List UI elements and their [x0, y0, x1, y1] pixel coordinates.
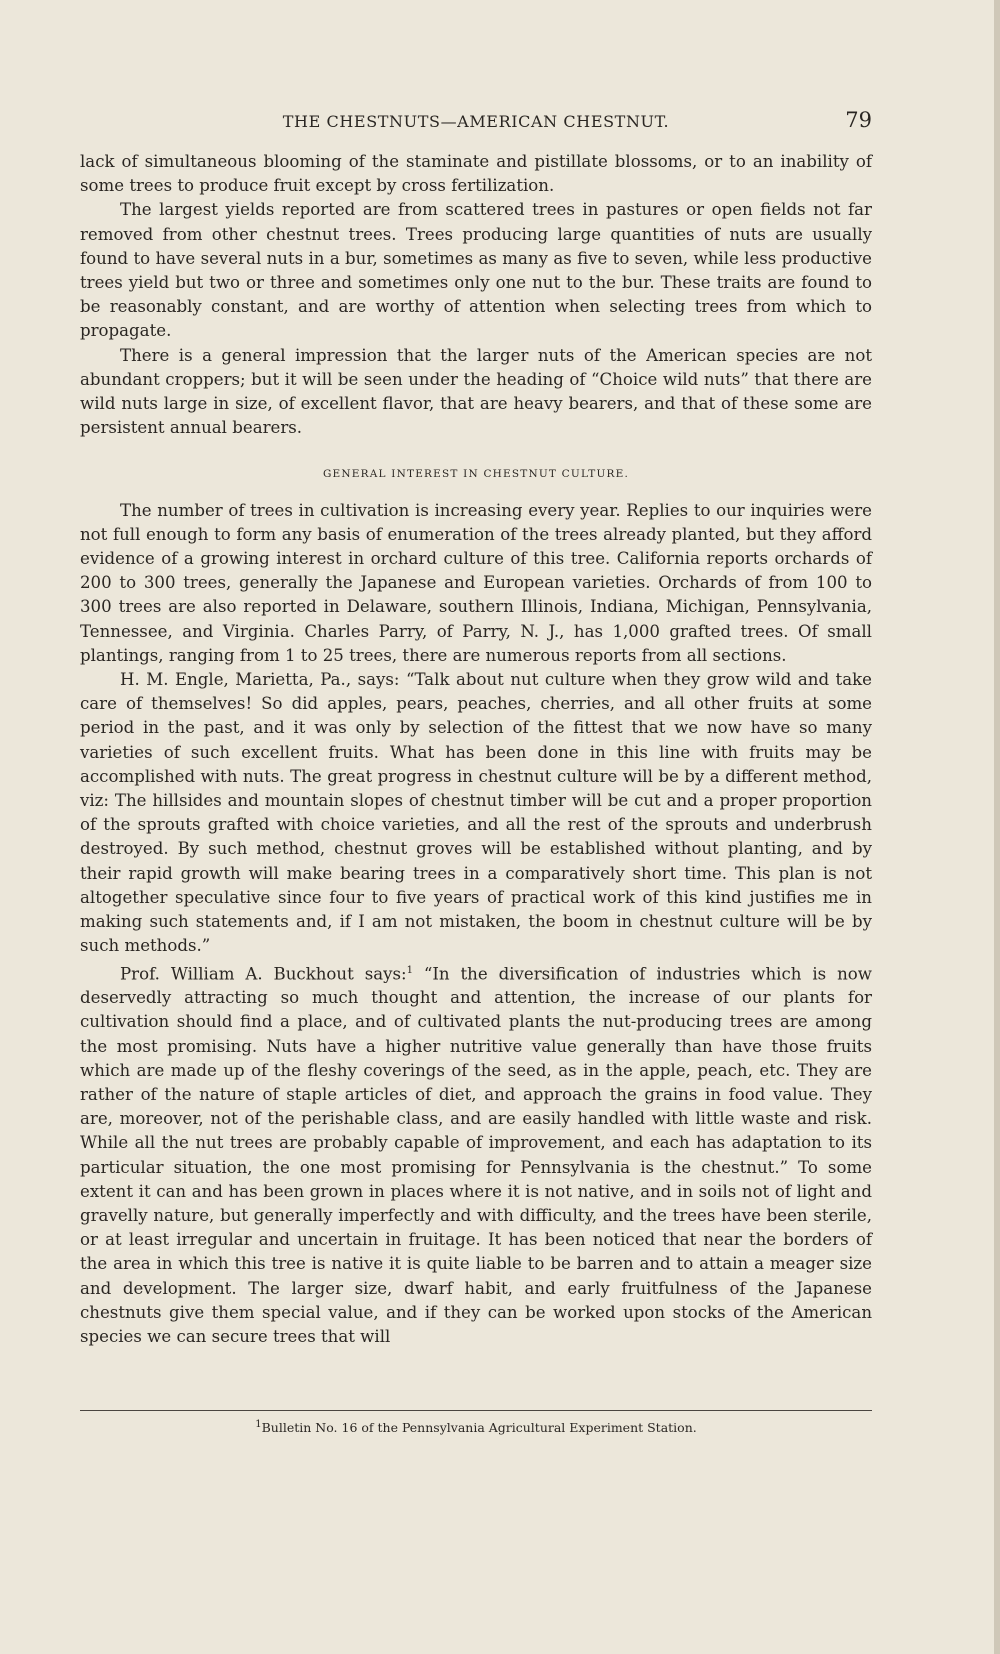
paragraph-continued: lack of simultaneous blooming of the staminate and pistillate blossoms, or to an inability of some trees to produce fruit except by cross fertilization.	[80, 152, 872, 196]
page-edge	[994, 0, 1000, 1654]
footnote-divider	[80, 1410, 872, 1411]
page-body	[80, 150, 872, 1349]
paragraph-engle-quote: H. M. Engle, Marietta, Pa., says: “Talk about nut culture when they grow wild and take care of themselves! So did apples, pears, peaches, cherries, and all other fruits at some period in the past, and it was only by selection of the fittest that we now have so many varieties of such excellent fruits. What has been done in this line with fruits may be accomplished with nuts. The great progress in chestnut culture will be by a different method, viz: The hillsides and mountain slopes of chestnut timber will be cut and a proper proportion of the sprouts grafted with choice varieties, and all the rest of the sprouts and underbrush destroyed. By such method, chestnut groves will be established without planting, and by their rapid growth will make bearing trees in a comparatively short time. This plan is not altogether speculative since four to five years of practical work of this kind justifies me in making such statements and, if I am not mistaken, the boom in chestnut culture will be by such methods.”	[80, 670, 872, 956]
page-number: 79	[845, 108, 872, 132]
buckhout-lead: Prof. William A. Buckhout says:	[120, 964, 407, 984]
running-head: THE CHESTNUTS—AMERICAN CHESTNUT.	[282, 112, 670, 131]
page-header	[80, 108, 872, 138]
footnote-marker: 1	[255, 1419, 262, 1430]
paragraph-buckhout	[80, 959, 872, 1350]
footnote-reference: 1	[406, 964, 413, 976]
paragraph-impression: There is a general impression that the larger nuts of the American species are not abundant croppers; but it will be seen under the heading of “Choice wild nuts” that there are wild nuts large in size, of excellent flavor, that are heavy bearers, and that of these some are persistent annual bearers.	[80, 345, 872, 438]
paragraph-cultivation: The number of trees in cultivation is increasing every year. Replies to our inquiries were not full enough to form any basis of enumeration of the trees already planted, but they afford evidence of a growing interest in orchard culture of this tree. California reports orchards of 200 to 300 trees, generally the Japanese and European varieties. Orchards of from 100 to 300 trees are also reported in Delaware, southern Illinois, Indiana, Michigan, Pennsylvania, Tennessee, and Virginia. Charles Parry, of Parry, N. J., has 1,000 grafted trees. Of small plantings, ranging from 1 to 25 trees, there are numerous reports from all sections.	[80, 500, 872, 665]
footnote	[80, 1419, 872, 1435]
section-heading: GENERAL INTEREST IN CHESTNUT CULTURE.	[322, 468, 630, 481]
paragraph-yields: The largest yields reported are from scattered trees in pastures or open fields not far removed from other chestnut trees. Trees producing large quantities of nuts are usually found to have several nuts in a bur, sometimes as many as five to seven, while less productive trees yield but two or three and sometimes only one nut to the bur. These traits are found to be reasonably constant, and are worthy of attention when selecting trees from which to propagate.	[80, 200, 872, 341]
footnote-text: Bulletin No. 16 of the Pennsylvania Agricultural Experiment Station.	[261, 1420, 697, 1436]
buckhout-text: “In the diversification of industries which is now deservedly attracting so much thought and attention, the increase of our plants for cultivation should find a place, and of cultivated plants the nut-producing trees are among the most promising. Nuts have a higher nutritive value generally than have those fruits which are made up of the fleshy coverings of the seed, as in the apple, peach, etc. They are rather of the nature of staple articles of diet, and approach the grains in food value. They are, moreover, not of the perishable class, and are easily handled with little waste and risk. While all the nut trees are probably capable of improvement, and each has adaptation to its particular situation, the one most promising for Pennsylvania is the chestnut.” To some extent it can and has been grown in places where it is not native, and in soils not of light and gravelly nature, but generally imperfectly and with difficulty, and the trees have been sterile, or at least irregular and uncertain in fruitage. It has been noticed that near the borders of the area in which this tree is native it is quite liable to be barren and to attain a meager size and development. The larger size, dwarf habit, and early fruitfulness of the Japanese chestnuts give them special value, and if they can be worked upon stocks of the American species we can secure trees that will	[80, 964, 872, 1347]
